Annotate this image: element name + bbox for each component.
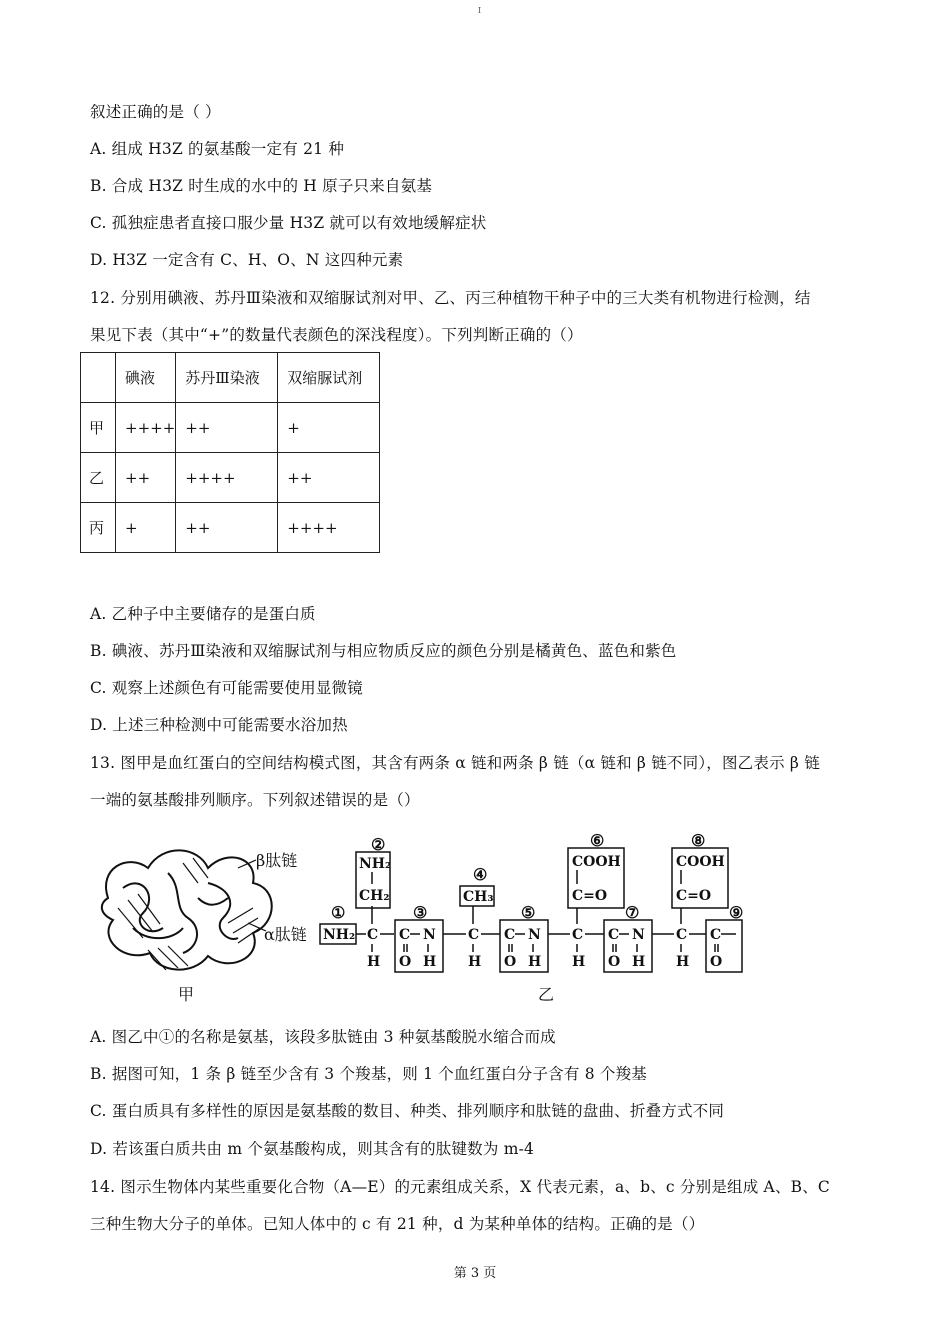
carbon-atom: C xyxy=(608,927,620,943)
hydrogen-atom: H xyxy=(676,954,690,970)
option-c: C. 蛋白质具有多样性的原因是氨基酸的数目、种类、排列顺序和肽链的盘曲、折叠方式不同 xyxy=(90,1102,725,1120)
oxygen-atom: O xyxy=(710,954,723,970)
table-cell: ++ xyxy=(176,403,278,453)
hydrogen-atom: H xyxy=(528,954,542,970)
carboxyl-group: COOH xyxy=(572,854,621,870)
option-b: B. 据图可知，1 条 β 链至少含有 3 个羧基，则 1 个血红蛋白分子含有 8 个羧基 xyxy=(90,1065,647,1083)
carbonyl-group: C=O xyxy=(572,888,608,904)
circled-number: ④ xyxy=(473,865,488,884)
header-mark: I xyxy=(478,6,482,15)
circled-number: ② xyxy=(371,835,386,854)
page-number: 第 3 页 xyxy=(453,1266,497,1281)
methylene-group: CH₂ xyxy=(359,888,390,904)
table-cell: ++ xyxy=(176,503,278,553)
option-c: C. 观察上述颜色有可能需要使用显微镜 xyxy=(90,679,363,697)
question-13-stem-cont: 一端的氨基酸排列顺序。下列叙述错误的是（） xyxy=(90,791,420,809)
question-14-stem-cont: 三种生物大分子的单体。已知人体中的 c 有 21 种，d 为某种单体的结构。正确的是（） xyxy=(90,1215,705,1233)
hydrogen-atom: H xyxy=(572,954,586,970)
circled-number: ① xyxy=(331,903,346,922)
circled-number: ⑧ xyxy=(691,831,706,850)
option-b: B. 碘液、苏丹Ⅲ染液和双缩脲试剂与相应物质反应的颜色分别是橘黄色、蓝色和紫色 xyxy=(90,642,677,660)
table-header: 碘液 xyxy=(116,353,176,403)
amino-group: NH₂ xyxy=(323,927,356,943)
text-line: 叙述正确的是（ ） xyxy=(90,103,221,121)
option-a: A. 图乙中①的名称是氨基，该段多肽链由 3 种氨基酸脱水缩合而成 xyxy=(90,1028,556,1046)
figure-yi-label: 乙 xyxy=(538,985,555,1004)
methyl-group: CH₃ xyxy=(463,889,494,905)
question-13-stem: 13. 图甲是血红蛋白的空间结构模式图，其含有两条 α 链和两条 β 链（α 链和 β 链不同），图乙表示 β 链 xyxy=(90,754,820,772)
table-cell xyxy=(81,353,116,403)
table-cell: ++++ xyxy=(116,403,176,453)
nitrogen-atom: N xyxy=(632,927,645,943)
carbon-atom: C xyxy=(710,927,722,943)
option-a: A. 乙种子中主要储存的是蛋白质 xyxy=(90,605,316,623)
amino-group: NH₂ xyxy=(359,856,392,872)
table-row xyxy=(81,503,380,553)
nitrogen-atom: N xyxy=(528,927,541,943)
table-header: 苏丹Ⅲ染液 xyxy=(176,353,278,403)
oxygen-atom: O xyxy=(399,954,412,970)
alpha-chain-label: α肽链 xyxy=(264,925,307,944)
table-cell: ++++ xyxy=(176,453,278,503)
hemoglobin-figure xyxy=(88,828,753,1008)
table-row xyxy=(81,403,380,453)
circled-number: ⑦ xyxy=(625,903,640,922)
carbonyl-group: C=O xyxy=(676,888,712,904)
table-cell: + xyxy=(278,403,380,453)
hydrogen-atom: H xyxy=(423,954,437,970)
table-cell: ++ xyxy=(116,453,176,503)
table-cell: ++ xyxy=(278,453,380,503)
beta-chain-label: β肽链 xyxy=(256,851,298,870)
table-cell: 甲 xyxy=(81,403,116,453)
table-row xyxy=(81,453,380,503)
carbon-atom: C xyxy=(676,927,688,943)
table-header-row xyxy=(81,353,380,403)
carbon-atom: C xyxy=(572,927,584,943)
question-12-stem-cont: 果见下表（其中“+”的数量代表颜色的深浅程度）。下列判断正确的（） xyxy=(90,326,583,344)
circled-number: ⑥ xyxy=(590,831,605,850)
table-header: 双缩脲试剂 xyxy=(278,353,380,403)
question-12-stem: 12. 分别用碘液、苏丹Ⅲ染液和双缩脲试剂对甲、乙、丙三种植物干种子中的三大类有机物进行检测，结 xyxy=(90,289,811,307)
option-c: C. 孤独症患者直接口服少量 H3Z 就可以有效地缓解症状 xyxy=(90,214,487,232)
question-14-stem: 14. 图示生物体内某些重要化合物（A—E）的元素组成关系，X 代表元素，a、b、c 分别是组成 A、B、C xyxy=(90,1178,830,1196)
option-b: B. 合成 H3Z 时生成的水中的 H 原子只来自氨基 xyxy=(90,177,433,195)
table-cell: + xyxy=(116,503,176,553)
option-d: D. H3Z 一定含有 C、H、O、N 这四种元素 xyxy=(90,251,404,269)
option-d: D. 上述三种检测中可能需要水浴加热 xyxy=(90,716,348,734)
option-a: A. 组成 H3Z 的氨基酸一定有 21 种 xyxy=(90,140,345,158)
results-table xyxy=(80,352,380,553)
hydrogen-atom: H xyxy=(367,954,381,970)
peptide-chain xyxy=(320,831,743,972)
circled-number: ③ xyxy=(413,903,428,922)
nitrogen-atom: N xyxy=(423,927,436,943)
carbon-atom: C xyxy=(367,927,379,943)
option-d: D. 若该蛋白质共由 m 个氨基酸构成，则其含有的肽键数为 m-4 xyxy=(90,1140,535,1158)
figure-jia-label: 甲 xyxy=(178,985,195,1004)
carbon-atom: C xyxy=(504,927,516,943)
circled-number: ⑨ xyxy=(729,903,744,922)
oxygen-atom: O xyxy=(608,954,621,970)
carbon-atom: C xyxy=(468,927,480,943)
table-cell: 丙 xyxy=(81,503,116,553)
hydrogen-atom: H xyxy=(468,954,482,970)
oxygen-atom: O xyxy=(504,954,517,970)
carbon-atom: C xyxy=(399,927,411,943)
hemoglobin-structure-drawing xyxy=(102,850,272,970)
circled-number: ⑤ xyxy=(521,903,536,922)
hydrogen-atom: H xyxy=(632,954,646,970)
table-cell: 乙 xyxy=(81,453,116,503)
table-cell: ++++ xyxy=(278,503,380,553)
carboxyl-group: COOH xyxy=(676,854,725,870)
